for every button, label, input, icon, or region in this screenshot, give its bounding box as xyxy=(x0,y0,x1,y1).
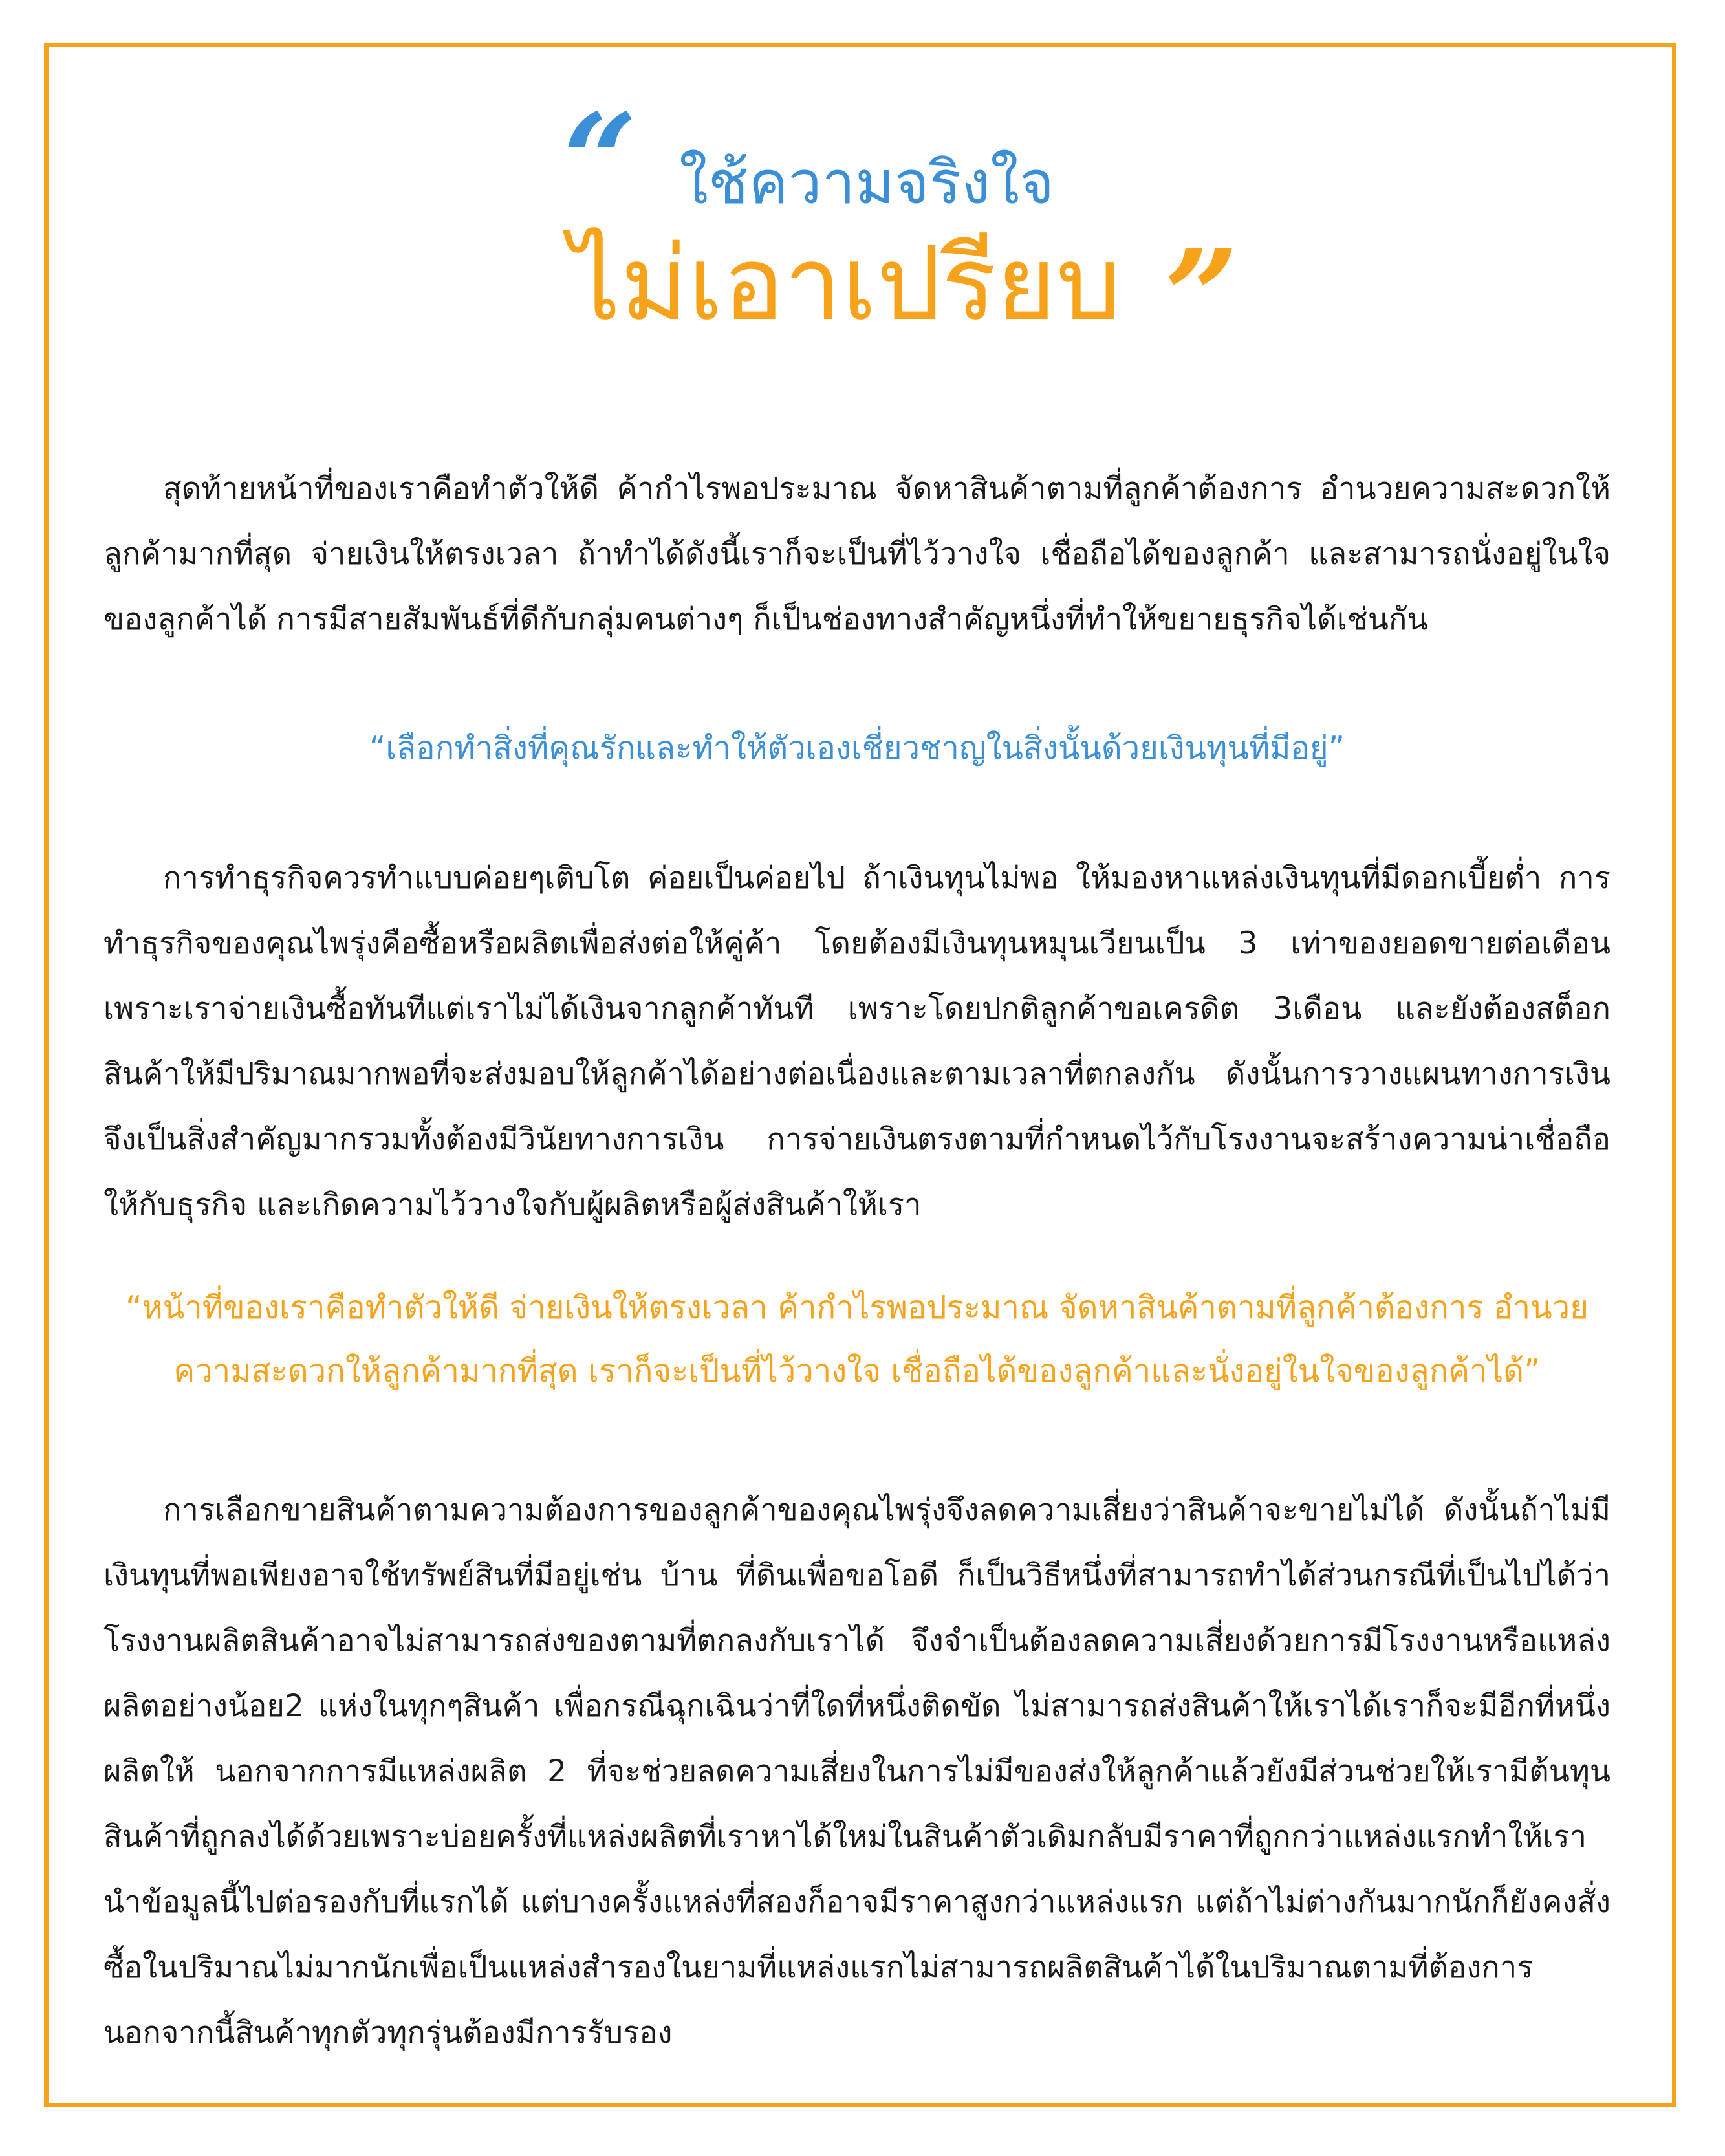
title-line-no-advantage: ไม่เอาเปรียบ xyxy=(569,224,1122,343)
pull-quote-orange: “หน้าที่ของเราคือทำตัวให้ดี จ่ายเงินให้ตรงเวลา ค้ากำไรพอประมาณ จัดหาสินค้าตามที่ลูกค้าต้องการ อำนวยความสะดวกให้ลูกค้ามากที่สุด เราก็จะเป็นที่ไว้วางใจ เชื่อถือได้ของลูกค้าและนั่งอยู่ในใจของลูกค้าได้” xyxy=(125,1289,1589,1389)
title-open-quote: “ xyxy=(563,85,638,237)
paragraph-2: การทำธุรกิจควรทำแบบค่อยๆเติบโต ค่อยเป็นค่อยไป ถ้าเงินทุนไม่พอ ให้มองหาแหล่งเงินทุนที่มีดอกเบี้ยต่ำ การทำธุรกิจของคุณไพรุ่งคือซื้อหรือผลิตเพื่อส่งต่อให้คู่ค้า โดยต้องมีเงินทุนหมุนเวียนเป็น 3 เท่าของยอดขายต่อเดือน เพราะเราจ่ายเงินซื้อทันทีแต่เราไม่ได้เงินจากลูกค้าทันที เพราะโดยปกติลูกค้าขอเครดิต 3เดือน และยังต้องสต็อกสินค้าให้มีปริมาณมากพอที่จะส่งมอบให้ลูกค้าได้อย่างต่อเนื่องและตามเวลาที่ตกลงกัน ดังนั้นการวางแผนทางการเงินจึงเป็นสิ่งสำคัญมากรวมทั้งต้องมีวินัยทางการเงิน การจ่ายเงินตรงตามที่กำหนดไว้กับโรงงานจะสร้างความน่าเชื่อถือให้กับธุรกิจ และเกิดความไว้วางใจกับผู้ผลิตหรือผู้ส่งสินค้าให้เรา xyxy=(103,860,1611,1223)
paragraph-1: สุดท้ายหน้าที่ของเราคือทำตัวให้ดี ค้ากำไรพอประมาณ จัดหาสินค้าตามที่ลูกค้าต้องการ อำนวยความสะดวกให้ลูกค้ามากที่สุด จ่ายเงินให้ตรงเวลา ถ้าทำได้ดังนี้เราก็จะเป็นที่ไว้วางใจ เชื่อถือได้ของลูกค้า และสามารถนั่งอยู่ในใจของลูกค้าได้ การมีสายสัมพันธ์ที่ดีกับกลุ่มคนต่างๆ ก็เป็นช่องทางสำคัญหนึ่งที่ทำให้ขยายธุรกิจได้เช่นกัน xyxy=(103,471,1611,637)
pull-quote-blue: “เลือกทำสิ่งที่คุณรักและทำให้ตัวเองเชี่ยวชาญในสิ่งนั้นด้วยเงินทุนที่มีอยู่” xyxy=(369,730,1345,767)
title-line-sincerity: ใช้ความจริงใจ xyxy=(679,148,1054,217)
title-close-quote: ” xyxy=(1164,221,1239,373)
title-block xyxy=(0,0,1725,388)
paragraph-3: การเลือกขายสินค้าตามความต้องการของลูกค้าของคุณไพรุ่งจึงลดความเสี่ยงว่าสินค้าจะขายไม่ได้ ดังนั้นถ้าไม่มีเงินทุนที่พอเพียงอาจใช้ทรัพย์สินที่มีอยู่เช่น บ้าน ที่ดินเพื่อขอโอดี ก็เป็นวิธีหนึ่งที่สามารถทำได้ส่วนกรณีที่เป็นไปได้ว่าโรงงานผลิตสินค้าอาจไม่สามารถส่งของตามที่ตกลงกับเราได้ จึงจำเป็นต้องลดความเสี่ยงด้วยการมีโรงงานหรือแหล่งผลิตอย่างน้อย2 แห่งในทุกๆสินค้า เพื่อกรณีฉุกเฉินว่าที่ใดที่หนึ่งติดขัด ไม่สามารถส่งสินค้าให้เราได้เราก็จะมีอีกที่หนึ่งผลิตให้ นอกจากการมีแหล่งผลิต 2 ที่จะช่วยลดความเสี่ยงในการไม่มีของส่งให้ลูกค้าแล้วยังมีส่วนช่วยให้เรามีต้นทุนสินค้าที่ถูกลงได้ด้วยเพราะบ่อยครั้งที่แหล่งผลิตที่เราหาได้ใหม่ในสินค้าตัวเดิมกลับมีราคาที่ถูกกว่าแหล่งแรกทำให้เรานำข้อมูลนี้ไปต่อรองกับที่แรกได้ แต่บางครั้งแหล่งที่สองก็อาจมีราคาสูงกว่าแหล่งแรก แต่ถ้าไม่ต่างกันมากนักก็ยังคงสั่งซื้อในปริมาณไม่มากนักเพื่อเป็นแหล่งสำรองในยามที่แหล่งแรกไม่สามารถผลิตสินค้าได้ในปริมาณตามที่ต้องการนอกจากนี้สินค้าทุกตัวทุกรุ่นต้องมีการรับรอง xyxy=(103,1492,1611,2051)
